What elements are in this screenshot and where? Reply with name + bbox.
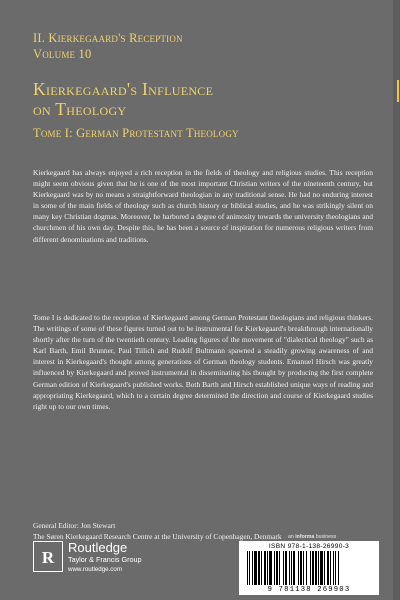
- routledge-logo-icon: [33, 541, 63, 572]
- blurb-paragraph-2: Tome I is dedicated to the reception of Kierkegaard among German Protestant theologians and religious thinkers. The writings of some of these figures turned out to be instrumental for Kierkegaard's breakthrough internationally shortly after the turn of the twentieth century. Leading figures of the movement of "dialectical theology" such as Karl Barth, Emil Brunner, Paul Tillich and Rudolf Bultmann spawned a steadily growing awareness of and interest in Kierkegaard's thought among generations of German theology students. Emanuel Hirsch was greatly influenced by Kierkegaard and proved instrumental in disseminating his thought by producing the first complete German edition of Kierkegaard's published works. Both Barth and Hirsch established unique ways of reading and appropriating Kierkegaard, which to a certain degree determined the direction and course of Kierkegaard studies right up to our own times.: [33, 313, 373, 411]
- general-editor: General Editor: Jon Stewart: [33, 521, 116, 530]
- informa-suffix: business: [315, 534, 337, 540]
- credits: [33, 520, 282, 542]
- book-title: [33, 79, 213, 119]
- isbn-label: ISBN 978-1-138-26990-3: [268, 543, 350, 550]
- series-heading: [33, 30, 183, 62]
- spine-accent-mark: [397, 80, 399, 102]
- book-title-line1: Kierkegaard's Influence: [33, 79, 214, 99]
- series-name: II. Kierkegaard's Reception: [33, 31, 183, 45]
- informa-business-tag: [288, 534, 336, 540]
- blurb-paragraph-1: Kierkegaard has always enjoyed a rich reception in the fields of theology and religious studies. This reception might seem obvious given that he is one of the most important Christian writers of the nineteenth century, but Kierkegaard was by no means a straightforward theologian in any traditional sense. He had no enduring interest in some of the main fields of theology such as church history or biblical studies, and he was strikingly silent on many key Christian dogmas. Moreover, he harbored a degree of animosity towards the university theologians and churchmen of his own day. Despite this, he has been a source of inspiration for numerous religious writers from different denominations and traditions.: [33, 168, 373, 244]
- publisher-name: Routledge: [68, 540, 128, 555]
- volume-number: Volume 10: [33, 47, 92, 61]
- book-title-line2: on Theology: [33, 99, 127, 119]
- book-subtitle: Tome I: German Protestant Theology: [33, 126, 239, 140]
- isbn-barcode: [239, 541, 379, 595]
- publisher-group: Taylor & Francis Group: [68, 555, 142, 564]
- barcode-digits: 9 781138 269903: [267, 586, 351, 594]
- research-centre: The Søren Kierkegaard Research Centre at the University of Copenhagen, Denmark: [33, 532, 282, 541]
- logo-letter: R: [41, 547, 55, 567]
- informa-brand: informa: [295, 534, 315, 540]
- informa-prefix: an: [288, 534, 294, 540]
- publisher-url: www.routledge.com: [68, 566, 122, 573]
- barcode-bars: [247, 551, 371, 585]
